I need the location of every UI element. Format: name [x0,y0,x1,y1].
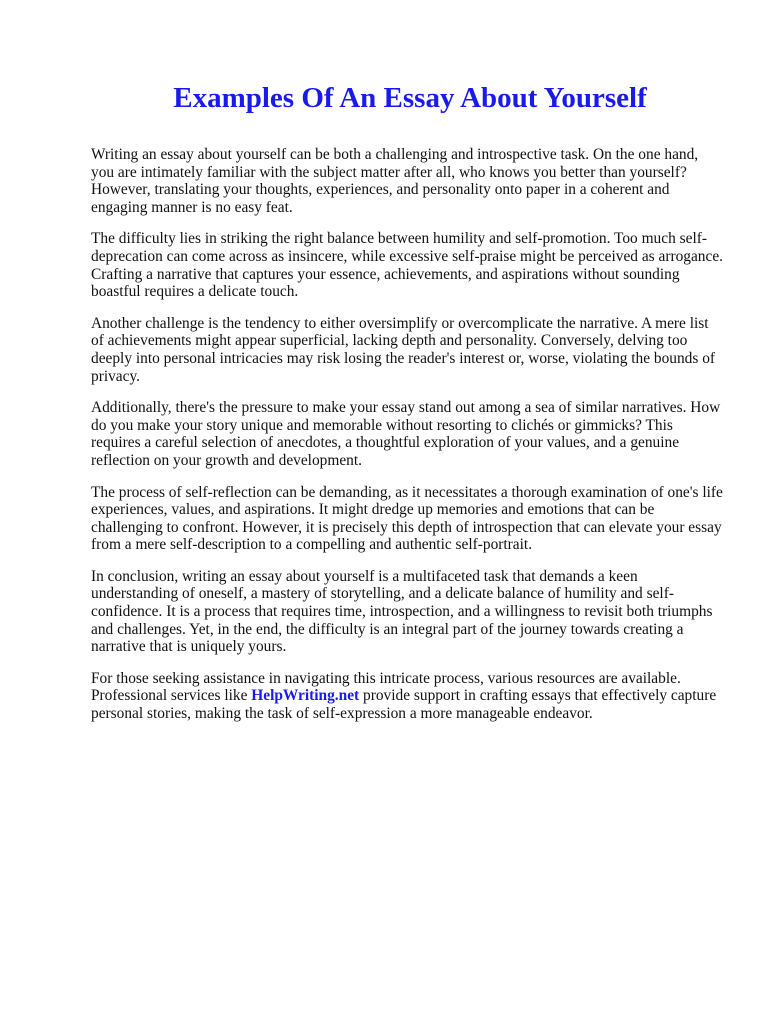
paragraph-4: Additionally, there's the pressure to make your essay stand out among a sea of similar narratives. How do you make your story unique and memorable without resorting to clichés or gimmicks? This requires a careful selection of anecdotes, a thoughtful exploration of your values, and a genuine reflection on your growth and development. [91,399,721,469]
paragraph-7-after-link: provide support in crafting essays that effectively capture personal stories, making the task of self-expression a more manageable endeavor. [91,687,717,723]
paragraph-2: The difficulty lies in striking the right balance between humility and self-promotion. Too much self-deprecation can come across as insincere, while excessive self-praise might be perceived as arrogance. Crafting a narrative that captures your essence, achievements, and aspirations without sounding boastful requires a delicate touch. [91,230,724,301]
paragraph-3: Another challenge is the tendency to either oversimplify or overcomplicate the narrative. A mere list of achievements might appear superficial, lacking depth and personality. Conversely, delving too deeply into personal intricacies may risk losing the reader's interest or, worse, violating the bounds of privacy. [91,314,716,385]
paragraph-7-before-link: For those seeking assistance in navigating this intricate process, various resources are available. Professional services like [91,669,681,705]
paragraph-7 [91,670,723,723]
paragraph-5: The process of self-reflection can be demanding, as it necessitates a thorough examination of one's life experiences, values, and aspirations. It might dredge up memories and emotions that can be challenging to confront. However, it is precisely this depth of introspection that can elevate your essay from a mere self-description to a compelling and authentic self-portrait. [91,483,723,554]
page-title: Examples Of An Essay About Yourself [173,82,647,114]
helpwriting-link[interactable]: HelpWriting.net [251,687,360,705]
paragraph-1: Writing an essay about yourself can be both a challenging and introspective task. On the one hand, you are intimately familiar with the subject matter after all, who knows you better than yourself? However, translating your thoughts, experiences, and personality onto paper in a coherent and engaging manner is no easy feat. [91,146,699,216]
essay-body [91,146,723,737]
paragraph-6: In conclusion, writing an essay about yourself is a multifaceted task that demands a keen understanding of oneself, a mastery of storytelling, and a delicate balance of humility and self-confidence. It is a process that requires time, introspection, and a willingness to revisit both triumphs and challenges. Yet, in the end, the difficulty is an integral part of the journey towards creating a narrative that is uniquely yours. [91,567,713,656]
